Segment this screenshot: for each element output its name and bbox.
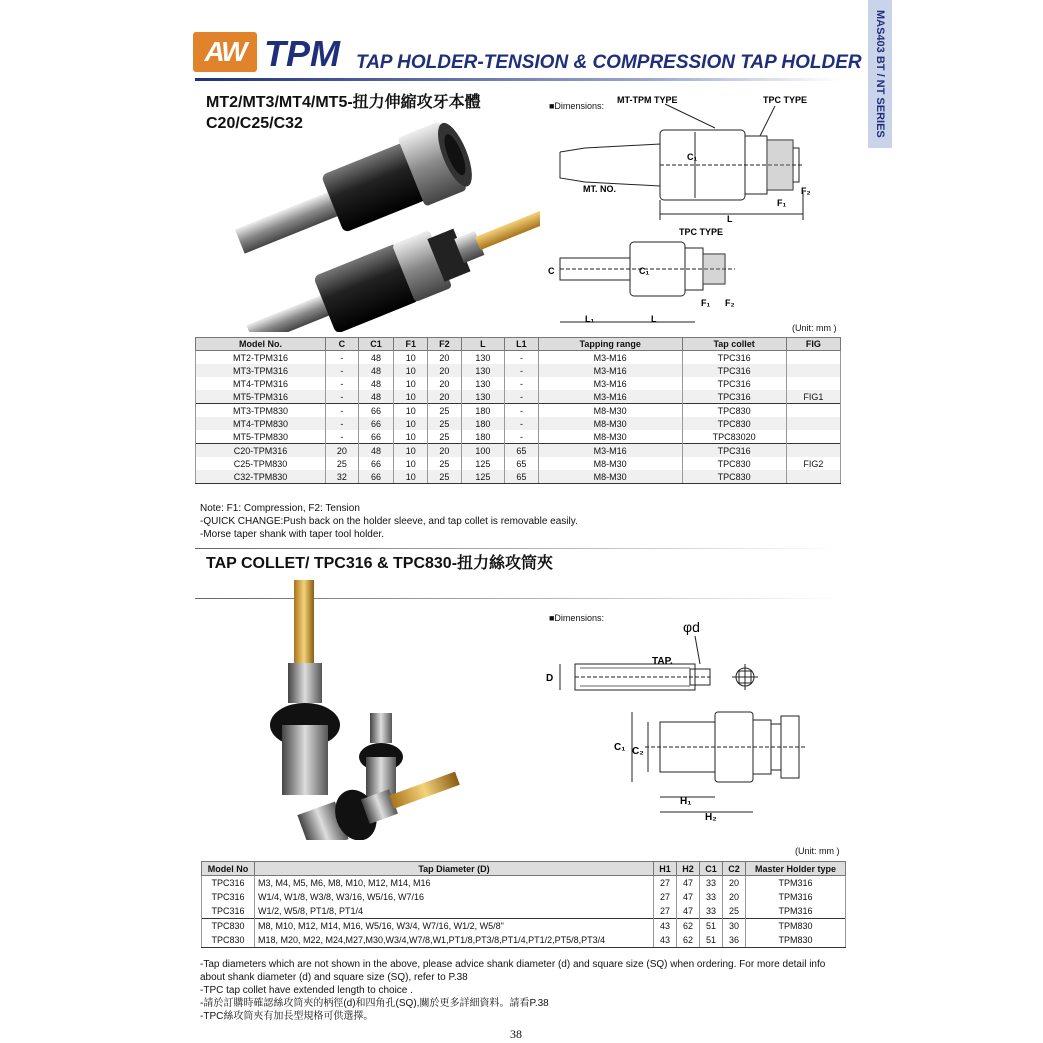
label-tpc-type-2: TPC TYPE: [679, 227, 724, 237]
table-cell: M8-M30: [538, 404, 682, 418]
table-cell: -: [505, 351, 539, 365]
table-cell: TPM830: [746, 919, 846, 934]
table-cell: 32: [326, 470, 359, 484]
table-cell: TPC316: [202, 876, 255, 891]
unit-label-2: (Unit: mm ): [795, 846, 840, 856]
table-cell: 25: [428, 457, 462, 470]
col-f1: F1: [394, 338, 428, 351]
table-cell: 20: [428, 351, 462, 365]
table-cell: 36: [723, 933, 746, 948]
label-l1: L₁: [585, 314, 595, 324]
table-cell: W1/2, W5/8, PT1/8, PT1/4: [255, 904, 654, 919]
table-cell: 20: [428, 364, 462, 377]
section1-heading-line1: MT2/MT3/MT4/MT5-扭力伸縮攻牙本體: [206, 94, 481, 111]
col-l1: L1: [505, 338, 539, 351]
table-cell: TPC830: [682, 404, 786, 418]
table-cell: M8-M30: [538, 417, 682, 430]
label-f2: F₂: [801, 186, 811, 196]
table-cell: M8-M30: [538, 457, 682, 470]
table-cell: 20: [723, 876, 746, 891]
brand-logo: AW: [193, 32, 257, 72]
table-cell: 180: [461, 417, 504, 430]
table-cell: 10: [394, 457, 428, 470]
col-h2: H2: [677, 862, 700, 876]
table-cell: 51: [700, 933, 723, 948]
fig-cell: [786, 364, 840, 377]
col-l: L: [461, 338, 504, 351]
label-mt-tpm-type: MT-TPM TYPE: [617, 95, 678, 105]
table-cell: C25-TPM830: [196, 457, 326, 470]
table-cell: 20: [326, 444, 359, 458]
table-cell: -: [326, 390, 359, 404]
table-cell: 10: [394, 430, 428, 444]
table-cell: 65: [505, 470, 539, 484]
label-f1: F₁: [777, 198, 787, 208]
table-cell: 66: [358, 457, 394, 470]
table-row: [196, 404, 841, 418]
table-cell: TPC830: [682, 470, 786, 484]
table-cell: MT4-TPM316: [196, 377, 326, 390]
table-cell: -: [505, 390, 539, 404]
table-cell: 33: [700, 890, 723, 904]
table-cell: M18, M20, M22, M24,M27,M30,W3/4,W7/8,W1,PT1/8,PT3/8,PT1/4,PT1/2,PT5/8,PT3/4: [255, 933, 654, 948]
table-cell: 125: [461, 457, 504, 470]
table-cell: MT2-TPM316: [196, 351, 326, 365]
label-tap: TAP.: [652, 656, 673, 667]
table-cell: 20: [428, 390, 462, 404]
table-cell: 33: [700, 876, 723, 891]
page-subtitle: TAP HOLDER-TENSION & COMPRESSION TAP HOLDER: [356, 52, 862, 73]
table-cell: MT5-TPM830: [196, 430, 326, 444]
fig-collet-dimension-drawing: [540, 612, 840, 827]
fig-cell: [786, 430, 840, 444]
table-cell: 20: [428, 377, 462, 390]
table-cell: M3-M16: [538, 390, 682, 404]
table-cell: 180: [461, 430, 504, 444]
table-cell: M3-M16: [538, 444, 682, 458]
table-cell: 180: [461, 404, 504, 418]
col-c2: C2: [723, 862, 746, 876]
label-c1-2: C₁: [639, 266, 650, 276]
table-cell: -: [505, 364, 539, 377]
table-row: [196, 364, 841, 377]
table-cell: 25: [326, 457, 359, 470]
table-row: [196, 444, 841, 458]
col-model: Model No.: [196, 338, 326, 351]
table-cell: 48: [358, 377, 394, 390]
table-cell: -: [326, 404, 359, 418]
table-cell: 10: [394, 470, 428, 484]
label-tpc-type: TPC TYPE: [763, 95, 808, 105]
fig1-dimension-drawing: [545, 92, 845, 332]
table-cell: TPC830: [202, 933, 255, 948]
table-cell: 43: [654, 933, 677, 948]
table-cell: 10: [394, 417, 428, 430]
col-fig: FIG: [786, 338, 840, 351]
table-cell: TPC316: [682, 390, 786, 404]
table-cell: 25: [428, 470, 462, 484]
section2-notes: -Tap diameters which are not shown in the above, please advice shank diameter (d) and square size (SQ) when ordering. For more detail info about shank diameter (d) and square size (SQ), refer to P.38 -TPC tap collet have extended length to choice . -請於訂購時確認絲攻筒夾的柄徑(d)和四角孔(SQ),關於更多詳細資料。請看P.38 -TPC絲攻筒夾有加長型規格可供選擇。: [200, 959, 826, 1022]
table-cell: MT4-TPM830: [196, 417, 326, 430]
table-cell: M3-M16: [538, 351, 682, 365]
table-cell: 25: [428, 417, 462, 430]
table-cell: -: [326, 430, 359, 444]
table-cell: TPC316: [682, 377, 786, 390]
table-cell: 10: [394, 377, 428, 390]
table-cell: 66: [358, 430, 394, 444]
table-row: [196, 470, 841, 484]
table-row: [196, 377, 841, 390]
table-cell: 43: [654, 919, 677, 934]
table-cell: TPC316: [202, 890, 255, 904]
table-cell: MT5-TPM316: [196, 390, 326, 404]
table-cell: -: [505, 430, 539, 444]
table-cell: 66: [358, 470, 394, 484]
col-master-holder: Master Holder type: [746, 862, 846, 876]
table-cell: TPM316: [746, 876, 846, 891]
table-cell: 48: [358, 364, 394, 377]
label-c1: C₁: [687, 152, 698, 162]
col-f2: F2: [428, 338, 462, 351]
table-cell: -: [505, 417, 539, 430]
table-cell: TPM316: [746, 890, 846, 904]
table-cell: TPC83020: [682, 430, 786, 444]
table-cell: TPM316: [746, 904, 846, 919]
table-cell: -: [505, 404, 539, 418]
table-cell: M8-M30: [538, 470, 682, 484]
table-row: [202, 919, 846, 934]
fig-cell: [786, 444, 840, 458]
fig-cell: [786, 417, 840, 430]
table-cell: 48: [358, 351, 394, 365]
table-row: [196, 430, 841, 444]
unit-label-1: (Unit: mm ): [792, 323, 837, 333]
table-cell: 100: [461, 444, 504, 458]
table-cell: 33: [700, 904, 723, 919]
tap-holder-photo: [210, 112, 540, 332]
table-cell: 130: [461, 351, 504, 365]
table-row: [196, 457, 841, 470]
table-cell: 130: [461, 364, 504, 377]
label-f2-2: F₂: [725, 298, 735, 308]
col-model-no: Model No: [202, 862, 255, 876]
label-l: L: [727, 214, 733, 224]
page-number: 38: [510, 1027, 522, 1041]
label-c: C: [548, 266, 555, 276]
table-cell: C32-TPM830: [196, 470, 326, 484]
table-cell: M3-M16: [538, 377, 682, 390]
col-tapping-range: Tapping range: [538, 338, 682, 351]
label-f1-2: F₁: [701, 298, 711, 308]
table-cell: M3-M16: [538, 364, 682, 377]
dimensions-label-1: ■Dimensions:: [549, 101, 604, 111]
table-cell: 51: [700, 919, 723, 934]
section1-heading-line2: C20/C25/C32: [206, 115, 303, 132]
dimensions-label-2: ■Dimensions:: [549, 613, 604, 623]
label-h2: H₂: [705, 812, 717, 823]
fig-cell: [786, 404, 840, 418]
table-cell: 27: [654, 876, 677, 891]
table-cell: TPC316: [202, 904, 255, 919]
table-row: [196, 417, 841, 430]
table-cell: 47: [677, 890, 700, 904]
col-tap-diameter: Tap Diameter (D): [255, 862, 654, 876]
table-row: [202, 876, 846, 891]
col-tap-collet: Tap collet: [682, 338, 786, 351]
table-cell: MT3-TPM316: [196, 364, 326, 377]
table-cell: TPC316: [682, 351, 786, 365]
table-row: [202, 933, 846, 948]
table-cell: 130: [461, 390, 504, 404]
table-cell: 10: [394, 364, 428, 377]
table-cell: M3, M4, M5, M6, M8, M10, M12, M14, M16: [255, 876, 654, 891]
label-phi-d: φd: [683, 619, 700, 635]
table-cell: 66: [358, 404, 394, 418]
col-c1: C1: [358, 338, 394, 351]
table-row: [202, 890, 846, 904]
table-cell: 25: [723, 904, 746, 919]
label-h1: H₁: [680, 796, 692, 807]
table-cell: 66: [358, 417, 394, 430]
table-cell: M8-M30: [538, 430, 682, 444]
table-cell: 10: [394, 351, 428, 365]
table-cell: 25: [428, 404, 462, 418]
fig-cell: [786, 351, 840, 365]
side-tab: MAS403 BT / NT SERIES: [868, 0, 892, 148]
table-cell: TPC316: [682, 444, 786, 458]
table-cell: 62: [677, 933, 700, 948]
table-cell: -: [326, 364, 359, 377]
table-row: [196, 390, 841, 404]
table-cell: 10: [394, 444, 428, 458]
table-cell: 65: [505, 457, 539, 470]
label-c1-collet: C₁: [614, 742, 626, 753]
table-cell: 20: [723, 890, 746, 904]
table-cell: 62: [677, 919, 700, 934]
table-cell: -: [505, 377, 539, 390]
table-cell: TPC830: [202, 919, 255, 934]
label-l-2: L: [651, 314, 657, 324]
table-cell: 27: [654, 890, 677, 904]
table-row: [202, 904, 846, 919]
table-cell: 47: [677, 876, 700, 891]
table-cell: 25: [428, 430, 462, 444]
table-cell: M8, M10, M12, M14, M16, W5/16, W3/4, W7/16, W1/2, W5/8": [255, 919, 654, 934]
col-c1: C1: [700, 862, 723, 876]
fig-cell: FIG1: [786, 390, 840, 404]
label-c2-collet: C₂: [632, 746, 644, 757]
table-cell: 30: [723, 919, 746, 934]
table-cell: 10: [394, 404, 428, 418]
fig-cell: FIG2: [786, 457, 840, 470]
table-cell: 65: [505, 444, 539, 458]
fig-cell: [786, 377, 840, 390]
tap-holder-table: [195, 337, 841, 484]
fig-cell: [786, 470, 840, 484]
page-title: TPM: [264, 33, 340, 74]
table-cell: 27: [654, 904, 677, 919]
table-cell: TPC830: [682, 457, 786, 470]
table-row: [196, 351, 841, 365]
table-cell: 20: [428, 444, 462, 458]
label-mt-no: MT. NO.: [583, 184, 616, 194]
table-cell: 48: [358, 390, 394, 404]
table-cell: -: [326, 351, 359, 365]
table-cell: 130: [461, 377, 504, 390]
table-cell: TPC830: [682, 417, 786, 430]
section2-heading: TAP COLLET/ TPC316 & TPC830-扭力絲攻筒夾: [206, 555, 554, 572]
table-cell: C20-TPM316: [196, 444, 326, 458]
title-rule: [195, 78, 840, 81]
table-cell: 10: [394, 390, 428, 404]
table-cell: MT3-TPM830: [196, 404, 326, 418]
table-cell: 48: [358, 444, 394, 458]
section1-notes: Note: F1: Compression, F2: Tension -QUICK CHANGE:Push back on the holder sleeve, and tap collet is removable easily. -Morse taper shank with taper tool holder.: [200, 503, 578, 540]
table-cell: W1/4, W1/8, W3/8, W3/16, W5/16, W7/16: [255, 890, 654, 904]
table-cell: TPM830: [746, 933, 846, 948]
col-h1: H1: [654, 862, 677, 876]
table-cell: -: [326, 377, 359, 390]
table-cell: -: [326, 417, 359, 430]
label-d: D: [546, 673, 554, 684]
tap-collet-photo: [260, 575, 475, 840]
table-cell: TPC316: [682, 364, 786, 377]
table-cell: 47: [677, 904, 700, 919]
tap-collet-table: [201, 861, 846, 948]
col-c: C: [326, 338, 359, 351]
table-cell: 125: [461, 470, 504, 484]
section2-rule: [195, 548, 840, 549]
